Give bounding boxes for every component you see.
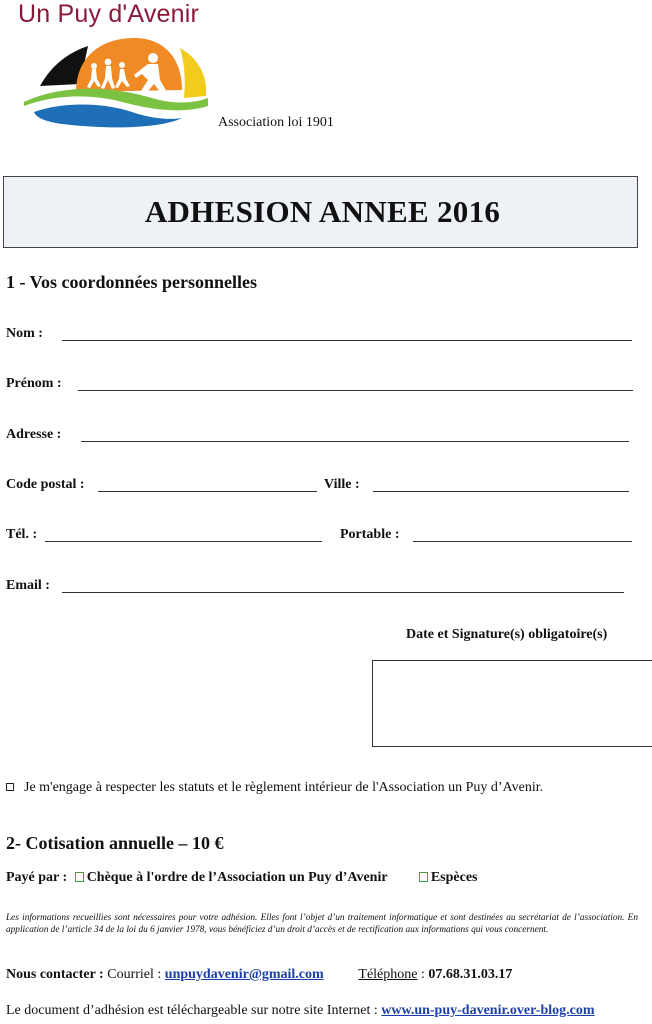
pledge-checkbox[interactable] [6,783,14,791]
email-label: Courriel : [107,967,162,982]
prenom-label: Prénom : [6,376,62,391]
pledge-row [6,780,543,796]
nom-field[interactable] [62,340,632,341]
phone-label: Téléphone [358,967,418,982]
email-label: Email : [6,578,50,593]
tel-field[interactable] [45,541,322,542]
cheque-option-label: Chèque à l'ordre de l’Association un Puy d’Avenir [86,870,388,885]
contact-row [6,967,512,983]
prenom-field[interactable] [78,390,633,391]
especes-option-label: Espèces [430,870,478,885]
paid-by-label: Payé par : [6,870,68,885]
page-title: ADHESION ANNEE 2016 [144,194,501,229]
association-type: Association loi 1901 [218,115,334,130]
contact-email-link[interactable]: unpuydavenir@gmail.com [164,967,324,982]
signature-box[interactable] [372,660,652,747]
contact-label: Nous contacter : [6,967,104,982]
download-text: Le document d’adhésion est téléchargeable sur notre site Internet : [6,1003,378,1018]
nom-label: Nom : [6,326,43,341]
especes-checkbox[interactable] [419,872,428,882]
cheque-checkbox[interactable] [75,872,84,882]
ville-label: Ville : [324,477,360,492]
running-children-logo-icon [22,34,212,129]
website-link[interactable]: www.un-puy-davenir.over-blog.com [381,1003,595,1018]
title-banner [3,176,638,248]
adresse-label: Adresse : [6,427,62,442]
section-2-title: 2- Cotisation annuelle – 10 € [6,833,224,853]
portable-label: Portable : [340,527,400,542]
code-postal-field[interactable] [98,491,317,492]
section-1-title: 1 - Vos coordonnées personnelles [6,272,258,292]
tel-label: Tél. : [6,527,38,542]
brand-name: Un Puy d'Avenir [18,0,200,28]
code-postal-label: Code postal : [6,477,85,492]
legal-notice: Les informations recueillies sont nécessaires pour votre adhésion. Elles font l’objet d’un traitement informatique et sont destinées au secrétariat de l’association. En application de l’article 34 de la loi du 6 janvier 1978, vous bénéficiez d’un droit d’accès et de rectification aux informations qui vous concernent. [6,913,638,935]
pledge-text: Je m'engage à respecter les statuts et le règlement intérieur de l'Association un Puy d’Avenir. [24,780,544,795]
email-field[interactable] [62,592,624,593]
phone-number: 07.68.31.03.17 [428,967,513,982]
signature-label: Date et Signature(s) obligatoire(s) [406,627,608,642]
ville-field[interactable] [373,491,629,492]
download-row [6,1003,595,1019]
adresse-field[interactable] [81,441,629,442]
payment-row [6,870,478,886]
phone-separator: : [417,967,425,982]
portable-field[interactable] [413,541,632,542]
